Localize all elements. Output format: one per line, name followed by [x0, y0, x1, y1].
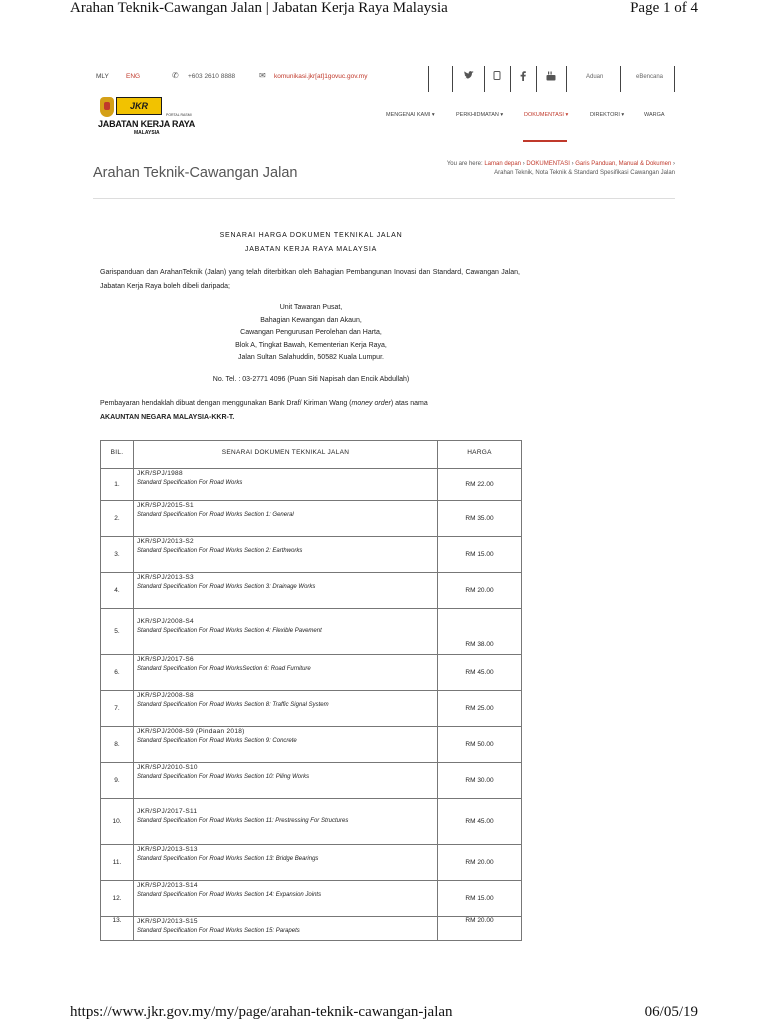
- document-code: JKR/SPJ/2017-S6: [137, 656, 194, 663]
- logo-portal-text: PORTAL RASMI: [166, 113, 192, 117]
- jkr-logo[interactable]: [98, 95, 208, 141]
- aduan-link[interactable]: Aduan: [586, 74, 604, 80]
- document-cell: [134, 691, 438, 727]
- divider: [674, 66, 675, 92]
- document-subtitle: JABATAN KERJA RAYA MALAYSIA: [244, 246, 378, 253]
- divider: [620, 66, 621, 92]
- breadcrumb-separator: ›: [673, 161, 675, 167]
- jkr-logo-mark: JKR: [116, 97, 162, 115]
- price-cell: RM 45.00: [438, 799, 522, 845]
- table-header-row: [101, 441, 522, 469]
- document-code: JKR/SPJ/2010-S10: [137, 764, 198, 771]
- table-row: [101, 573, 522, 609]
- divider: [452, 66, 453, 92]
- row-number: 2.: [101, 501, 134, 537]
- divider: [536, 66, 537, 92]
- price-cell: RM 45.00: [438, 655, 522, 691]
- column-header-document: SENARAI DOKUMEN TEKNIKAL JALAN: [134, 441, 438, 469]
- instagram-icon[interactable]: [490, 71, 504, 82]
- breadcrumb-prefix: You are here:: [446, 161, 483, 167]
- divider: [484, 66, 485, 92]
- page-title: Arahan Teknik-Cawangan Jalan: [93, 165, 298, 181]
- table-row: [101, 691, 522, 727]
- document-title-text: Standard Specification For Road Works Section 13: Bridge Bearings: [137, 856, 319, 862]
- table-row: [101, 609, 522, 655]
- price-cell: RM 50.00: [438, 727, 522, 763]
- nav-mengenai-kami[interactable]: MENGENAI KAMI ▾: [386, 112, 435, 118]
- breadcrumb-garis-panduan-link[interactable]: Garis Panduan, Manual & Dokumen: [575, 161, 672, 167]
- phone-number: +603 2610 8888: [188, 73, 236, 80]
- column-header-price: HARGA: [438, 441, 522, 469]
- address-line: Unit Tawaran Pusat,: [279, 304, 343, 311]
- document-title-text: Standard Specification For Road Works Section 14: Expansion Joints: [137, 892, 322, 898]
- row-number: 1.: [101, 469, 134, 501]
- address-block: [100, 302, 522, 365]
- document-code: JKR/SPJ/2013-S3: [137, 574, 194, 581]
- row-number: 7.: [101, 691, 134, 727]
- address-line: Blok A, Tingkat Bawah, Kementerian Kerja Raya,: [235, 341, 387, 349]
- document-cell: [134, 881, 438, 917]
- row-number: 5.: [101, 609, 134, 655]
- document-cell: [134, 501, 438, 537]
- breadcrumb: [435, 160, 675, 178]
- language-my-link[interactable]: MLY: [96, 73, 109, 80]
- document-title-text: Standard Specification For Road Works Section 9: Concrete: [137, 738, 297, 744]
- address-line: Cawangan Pengurusan Perolehan dan Harta,: [240, 329, 382, 337]
- payee-name: AKAUNTAN NEGARA MALAYSIA-KKR-T.: [100, 413, 235, 421]
- document-cell: [134, 469, 438, 501]
- payment-paragraph: [100, 397, 520, 424]
- divider: [510, 66, 511, 92]
- document-title-text: Standard Specification For Road Works: [137, 480, 243, 486]
- price-cell: RM 20.00: [438, 917, 522, 941]
- payment-text-end: ) atas nama: [390, 400, 428, 407]
- table-row: [101, 881, 522, 917]
- row-number: 6.: [101, 655, 134, 691]
- document-cell: [134, 609, 438, 655]
- logo-subtitle: MALAYSIA: [134, 130, 160, 136]
- document-title-text: Standard Specification For Road Works Section 10: Piling Works: [137, 774, 310, 780]
- document-title-text: Standard Specification For Road Works Section 4: Flexible Pavement: [137, 628, 322, 634]
- print-page-url: https://www.jkr.gov.my/my/page/arahan-teknik-cawangan-jalan: [70, 1004, 453, 1020]
- price-cell: RM 30.00: [438, 763, 522, 799]
- payment-money-order: money order: [351, 400, 391, 407]
- document-code: JKR/SPJ/2008-S9 (Pindaan 2018): [137, 728, 245, 735]
- nav-dokumentasi[interactable]: DOKUMENTASI ▾: [524, 112, 569, 118]
- table-row: [101, 727, 522, 763]
- table-row: [101, 845, 522, 881]
- facebook-icon[interactable]: [516, 71, 530, 83]
- document-cell: [134, 655, 438, 691]
- row-number: 8.: [101, 727, 134, 763]
- document-cell: [134, 845, 438, 881]
- address-line: Bahagian Kewangan dan Akaun,: [260, 316, 362, 324]
- ebencana-link[interactable]: eBencana: [636, 74, 664, 80]
- youtube-icon[interactable]: [544, 71, 558, 83]
- row-number: 13.: [101, 917, 134, 941]
- telephone-line: No. Tel. : 03-2771 4096 (Puan Siti Napisah dan Encik Abdullah): [212, 376, 410, 383]
- breadcrumb-home-link[interactable]: Laman depan: [484, 161, 522, 167]
- price-cell: RM 20.00: [438, 573, 522, 609]
- row-number: 12.: [101, 881, 134, 917]
- row-number: 4.: [101, 573, 134, 609]
- nav-direktori[interactable]: DIREKTORI ▾: [590, 112, 625, 118]
- payment-text: Pembayaran hendaklah dibuat dengan menggunakan Bank Draf/ Kiriman Wang (: [100, 400, 352, 407]
- price-cell: RM 25.00: [438, 691, 522, 727]
- document-title: SENARAI HARGA DOKUMEN TEKNIKAL JALAN: [219, 232, 403, 239]
- document-cell: [134, 799, 438, 845]
- price-list-table: [100, 440, 522, 941]
- document-cell: [134, 537, 438, 573]
- divider: [566, 66, 567, 92]
- column-header-bil: BIL.: [101, 441, 134, 469]
- row-number: 9.: [101, 763, 134, 799]
- row-number: 3.: [101, 537, 134, 573]
- document-title-text: Standard Specification For Road WorksSection 6: Road Furniture: [137, 666, 311, 672]
- top-bar: [96, 66, 676, 92]
- document-code: JKR/SPJ/1988: [137, 470, 183, 477]
- document-title-text: Standard Specification For Road Works Section 11: Prestressing For Structures: [137, 818, 349, 824]
- document-title-text: Standard Specification For Road Works Section 1: General: [137, 512, 294, 518]
- table-row: [101, 763, 522, 799]
- document-code: JKR/SPJ/2013-S2: [137, 538, 194, 545]
- address-line: Jalan Sultan Salahuddin, 50582 Kuala Lumpur.: [238, 354, 384, 362]
- nav-warga[interactable]: WARGA: [644, 112, 665, 118]
- divider: [428, 66, 429, 92]
- price-cell: RM 35.00: [438, 501, 522, 537]
- phone-icon: ✆: [172, 71, 179, 80]
- document-code: JKR/SPJ/2008-S4: [137, 618, 194, 625]
- logo-name: JABATAN KERJA RAYA: [98, 119, 196, 129]
- print-page-title: Arahan Teknik-Cawangan Jalan | Jabatan Kerja Raya Malaysia: [70, 0, 448, 16]
- table-row: [101, 799, 522, 845]
- document-title-text: Standard Specification For Road Works Section 8: Traffic Signal System: [137, 702, 329, 708]
- nav-perkhidmatan[interactable]: PERKHIDMATAN ▾: [456, 112, 504, 118]
- document-cell: [134, 727, 438, 763]
- table-row: [101, 469, 522, 501]
- coat-of-arms-icon: [100, 97, 114, 117]
- active-nav-indicator: [523, 140, 567, 142]
- email-link[interactable]: komunikasi.jkr[at]1govuc.gov.my: [274, 73, 368, 80]
- twitter-icon[interactable]: [462, 71, 476, 82]
- document-title-text: Standard Specification For Road Works Section 15: Parapets: [137, 928, 300, 934]
- price-cell: RM 15.00: [438, 537, 522, 573]
- document-code: JKR/SPJ/2013-S14: [137, 882, 198, 889]
- price-cell: RM 20.00: [438, 845, 522, 881]
- row-number: 10.: [101, 799, 134, 845]
- print-page-number: Page 1 of 4: [630, 0, 698, 16]
- header-divider: [93, 198, 675, 199]
- language-eng-link[interactable]: ENG: [126, 73, 141, 80]
- document-code: JKR/SPJ/2013-S15: [137, 918, 198, 925]
- price-cell: RM 22.00: [438, 469, 522, 501]
- breadcrumb-separator: ›: [571, 161, 574, 167]
- table-row: [101, 655, 522, 691]
- document-cell: [134, 917, 438, 941]
- mail-icon: ✉: [259, 71, 266, 80]
- table-row: [101, 537, 522, 573]
- document-code: JKR/SPJ/2017-S11: [137, 808, 198, 815]
- document-cell: [134, 573, 438, 609]
- document-code: JKR/SPJ/2008-S8: [137, 692, 194, 699]
- document-code: JKR/SPJ/2013-S13: [137, 846, 198, 853]
- document-cell: [134, 763, 438, 799]
- document-code: JKR/SPJ/2015-S1: [137, 502, 194, 509]
- document-title-text: Standard Specification For Road Works Section 3: Drainage Works: [137, 584, 316, 590]
- row-number: 11.: [101, 845, 134, 881]
- table-row: [101, 917, 522, 941]
- price-cell: RM 15.00: [438, 881, 522, 917]
- table-row: [101, 501, 522, 537]
- breadcrumb-separator: ›: [522, 161, 525, 167]
- document-title-text: Standard Specification For Road Works Section 2: Earthworks: [137, 548, 303, 554]
- breadcrumb-dokumentasi-link[interactable]: DOKUMENTASI: [526, 161, 570, 167]
- intro-paragraph: Garispanduan dan ArahanTeknik (Jalan) yang telah diterbitkan oleh Bahagian Pembangunan Inovasi dan Standard, Cawangan Jalan, Jabatan Kerja Raya boleh dibeli daripada;: [100, 269, 520, 290]
- price-cell: RM 38.00: [438, 609, 522, 655]
- print-date: 06/05/19: [644, 1004, 698, 1020]
- breadcrumb-current: Arahan Teknik, Nota Teknik & Standard Spesifikasi Cawangan Jalan: [494, 170, 675, 176]
